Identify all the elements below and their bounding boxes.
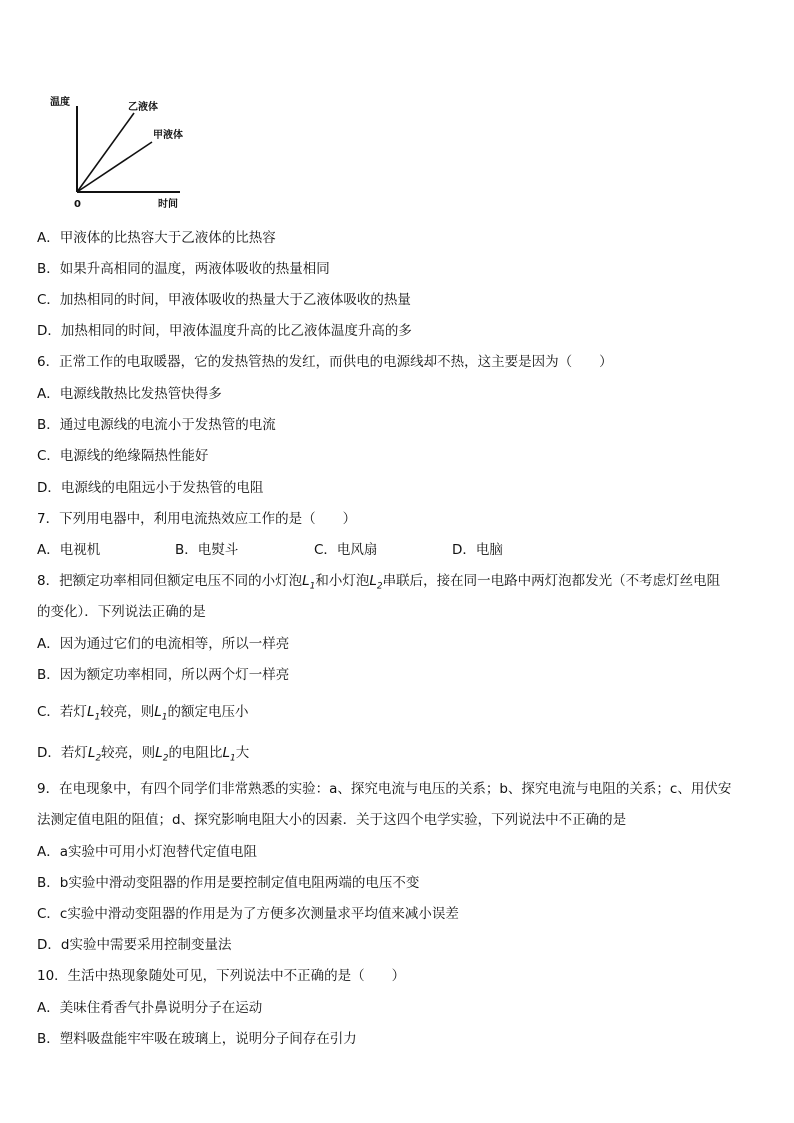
q9-option-b: B．b实验中滑动变阻器的作用是要控制定值电阻两端的电压不变 xyxy=(37,875,420,891)
q5-option-b: B．如果升高相同的温度，两液体吸收的热量相同 xyxy=(37,261,330,277)
q8-stem-part1: 8．把额定功率相同但额定电压不同的小灯泡 xyxy=(37,573,303,589)
graph-origin: 0 xyxy=(74,199,81,210)
q9-stem-line1: 9．在电现象中，有四个同学们非常熟悉的实验：a、探究电流与电压的关系；b、探究电流与电阻的关系；c、用伏安 xyxy=(37,781,732,797)
temperature-time-graph xyxy=(46,92,196,212)
lamp-l2: $L_2$ xyxy=(369,573,383,592)
q8-option-d: D．若灯$L_2$较亮，则$L_2$的电阻比$L_1$大 xyxy=(37,745,250,764)
q6-option-b: B．通过电源线的电流小于发热管的电流 xyxy=(37,417,276,433)
q10-stem: 10．生活中热现象随处可见，下列说法中不正确的是（ ） xyxy=(37,968,406,984)
lamp-l1: $L_1$ xyxy=(86,704,101,723)
lamp-l1: $L_1$ xyxy=(222,745,236,764)
lamp-l2: $L_2$ xyxy=(87,745,102,764)
q8-option-b: B．因为额定功率相同，所以两个灯一样亮 xyxy=(37,667,290,683)
q7-option-b: B．电熨斗 xyxy=(175,542,239,558)
q5-option-c: C．加热相同的时间，甲液体吸收的热量大于乙液体吸收的热量 xyxy=(37,292,411,308)
graph-y-label: 温度 xyxy=(50,97,70,108)
lamp-l1: $L_1$ xyxy=(154,704,168,723)
lamp-l2: $L_2$ xyxy=(155,745,169,764)
q8-stem-part2: 和小灯泡 xyxy=(315,573,370,589)
q6-option-c: C．电源线的绝缘隔热性能好 xyxy=(37,448,209,464)
q9-option-a: A．a实验中可用小灯泡替代定值电阻 xyxy=(37,844,258,860)
graph-x-label: 时间 xyxy=(158,199,178,210)
q8-option-a: A．因为通过它们的电流相等，所以一样亮 xyxy=(37,636,290,652)
q7-stem: 7．下列用电器中，利用电流热效应工作的是（ ） xyxy=(37,511,357,527)
q5-option-d: D．加热相同的时间，甲液体温度升高的比乙液体温度升高的多 xyxy=(37,323,412,339)
graph-line-b xyxy=(77,113,134,192)
q10-option-a: A．美味住肴香气扑鼻说明分子在运动 xyxy=(37,1000,263,1016)
q9-option-c: C．c实验中滑动变阻器的作用是为了方便多次测量求平均值来减小误差 xyxy=(37,906,459,922)
q8-option-c: C．若灯$L_1$较亮，则$L_1$的额定电压小 xyxy=(37,704,249,723)
q10-option-b: B．塑料吸盘能牢牢吸在玻璃上，说明分子间存在引力 xyxy=(37,1031,357,1047)
q9-option-d: D．d实验中需要采用控制变量法 xyxy=(37,937,232,953)
q7-option-c: C．电风扇 xyxy=(314,542,378,558)
q7-option-a: A．电视机 xyxy=(37,542,101,558)
graph-line-a-label: 甲液体 xyxy=(153,130,183,141)
q8-stem-line2: 的变化）．下列说法正确的是 xyxy=(37,604,206,620)
q7-option-d: D．电脑 xyxy=(452,542,503,558)
q9-stem-line2: 法测定值电阻的阻值；d、探究影响电阻大小的因素．关于这四个电学实验，下列说法中不正确的是 xyxy=(37,812,627,828)
q6-stem: 6．正常工作的电取暖器，它的发热管热的发红，而供电的电源线却不热，这主要是因为（ ） xyxy=(37,354,613,370)
graph-line-b-label: 乙液体 xyxy=(128,102,158,113)
graph-line-a xyxy=(77,142,152,192)
q8-stem-line1 xyxy=(37,572,720,596)
q5-option-a: A．甲液体的比热容大于乙液体的比热容 xyxy=(37,230,276,246)
q6-option-a: A．电源线散热比发热管快得多 xyxy=(37,386,222,402)
q6-option-d: D．电源线的电阻远小于发热管的电阻 xyxy=(37,480,264,496)
lamp-l1: $L_1$ xyxy=(302,573,316,592)
q8-stem-part3: 串联后，接在同一电路中两灯泡都发光（不考虑灯丝电阻 xyxy=(382,573,721,589)
